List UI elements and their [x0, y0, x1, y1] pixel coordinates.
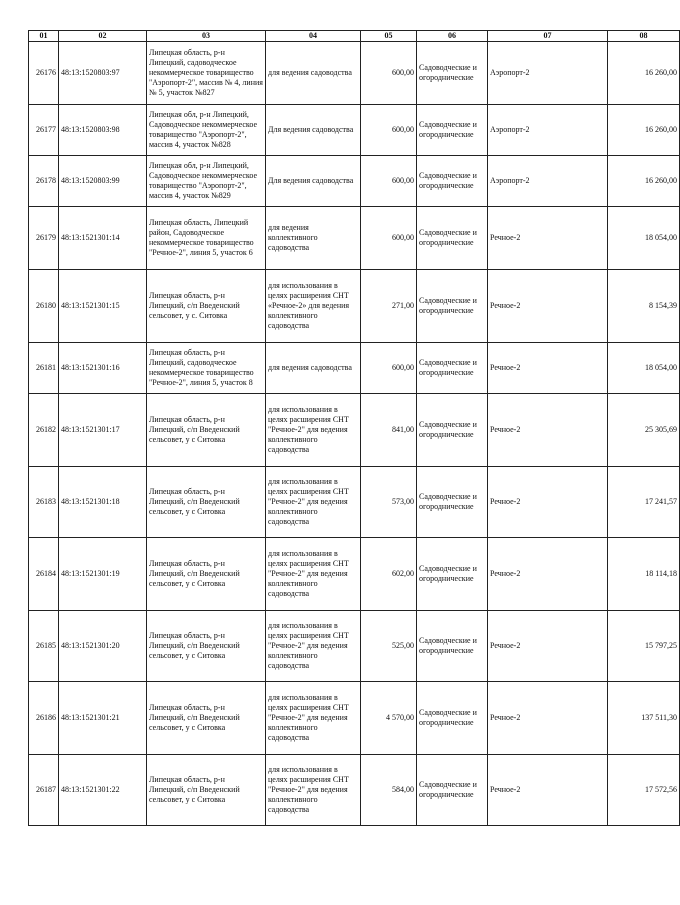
cell-category — [417, 611, 488, 682]
cell-cadastral-number — [59, 467, 147, 538]
cell-cadastral-number — [59, 682, 147, 755]
cell-area — [361, 270, 417, 343]
cell-area — [361, 755, 417, 826]
cell-cadastral-value-text: 8 154,39 — [649, 301, 677, 310]
cell-cadastral-value — [608, 682, 680, 755]
cell-area — [361, 467, 417, 538]
cell-cadastral-value-text: 25 305,69 — [645, 425, 677, 434]
cell-area-text: 841,00 — [392, 425, 414, 434]
cell-address — [147, 755, 266, 826]
cell-permitted-use-text: для использования в целях расширения СНТ «Речное-2» для ведения коллективного садоводства — [268, 281, 350, 330]
cell-cadastral-number-text: 48:13:1521301:15 — [61, 301, 120, 310]
cell-address — [147, 682, 266, 755]
cell-zone-text: Аэропорт-2 — [490, 68, 530, 77]
cell-zone-text: Аэропорт-2 — [490, 125, 530, 134]
cell-category-text: Садоводческие и огороднические — [419, 296, 477, 315]
cell-zone — [488, 394, 608, 467]
cell-category — [417, 467, 488, 538]
land-register-table — [28, 30, 680, 826]
cell-zone-text: Речное-2 — [490, 713, 521, 722]
cell-record-number-text: 26176 — [36, 68, 56, 77]
cell-permitted-use-text: для использования в целях расширения СНТ "Речное-2" для ведения коллективного садоводства — [268, 765, 349, 814]
cell-zone-text: Речное-2 — [490, 785, 521, 794]
cell-address-text: Липецкая область, р-н Липецкий, с/п Введенский сельсовет, у с Ситовка — [149, 775, 240, 804]
table-row — [29, 394, 680, 467]
cell-area — [361, 343, 417, 394]
cell-address-text: Липецкая область, Липецкий район, Садоводческое некоммерческое товарищество "Речное-2", линия 5, участок 6 — [149, 218, 254, 257]
cell-address — [147, 105, 266, 156]
cell-cadastral-number-text: 48:13:1521301:19 — [61, 569, 120, 578]
cell-record-number-text: 26183 — [36, 497, 56, 506]
cell-area — [361, 394, 417, 467]
cell-category-text: Садоводческие и огороднические — [419, 120, 477, 139]
cell-permitted-use — [266, 42, 361, 105]
cell-permitted-use — [266, 105, 361, 156]
cell-cadastral-value-text: 18 054,00 — [645, 233, 677, 242]
cell-permitted-use — [266, 755, 361, 826]
col-header-02: 02 — [59, 31, 147, 42]
cell-category — [417, 105, 488, 156]
cell-area — [361, 105, 417, 156]
cell-address-text: Липецкая область, р-н Липецкий, с/п Введенский сельсовет, у с Ситовка — [149, 631, 240, 660]
cell-record-number-text: 26185 — [36, 641, 56, 650]
cell-cadastral-value — [608, 207, 680, 270]
cell-zone — [488, 538, 608, 611]
cell-category-text: Садоводческие и огороднические — [419, 228, 477, 247]
cell-cadastral-number — [59, 394, 147, 467]
cell-permitted-use-text: для ведения садоводства — [268, 363, 352, 372]
cell-permitted-use-text: для использования в целях расширения СНТ "Речное-2" для ведения коллективного садоводства — [268, 621, 349, 670]
cell-record-number — [29, 42, 59, 105]
table-row — [29, 755, 680, 826]
cell-cadastral-number-text: 48:13:1520803:98 — [61, 125, 120, 134]
cell-address — [147, 611, 266, 682]
cell-address — [147, 467, 266, 538]
table-row — [29, 42, 680, 105]
cell-zone — [488, 42, 608, 105]
cell-zone — [488, 682, 608, 755]
cell-permitted-use-text: для использования в целях расширения СНТ "Речное-2" для ведения коллективного садоводства — [268, 549, 349, 598]
table-row — [29, 467, 680, 538]
cell-area — [361, 207, 417, 270]
cell-address-text: Липецкая область, р-н Липецкий, с/п Введенский сельсовет, у с Ситовка — [149, 487, 240, 516]
cell-area — [361, 538, 417, 611]
cell-permitted-use-text: для ведения садоводства — [268, 68, 352, 77]
cell-area-text: 600,00 — [392, 363, 414, 372]
cell-category — [417, 394, 488, 467]
cell-zone-text: Речное-2 — [490, 641, 521, 650]
cell-permitted-use — [266, 207, 361, 270]
cell-record-number-text: 26182 — [36, 425, 56, 434]
cell-cadastral-number — [59, 156, 147, 207]
cell-category — [417, 682, 488, 755]
cell-category — [417, 42, 488, 105]
cell-address-text: Липецкая область, р-н Липецкий, садоводческое некоммерческое товарищество "Аэропорт-2", массив № 4, линия № 5, участок №827 — [149, 48, 263, 97]
cell-zone-text: Речное-2 — [490, 233, 521, 242]
cell-area — [361, 42, 417, 105]
cell-cadastral-number-text: 48:13:1521301:22 — [61, 785, 120, 794]
cell-area-text: 271,00 — [392, 301, 414, 310]
cell-cadastral-value — [608, 755, 680, 826]
table-row — [29, 611, 680, 682]
cell-permitted-use-text: для ведения коллективного садоводства — [268, 223, 318, 252]
cell-permitted-use — [266, 343, 361, 394]
cell-address-text: Липецкая область, р-н Липецкий, с/п Введенский сельсовет, у с Ситовка — [149, 703, 240, 732]
cell-zone — [488, 156, 608, 207]
cell-zone — [488, 343, 608, 394]
cell-area-text: 4 570,00 — [386, 713, 414, 722]
cell-zone — [488, 467, 608, 538]
cell-permitted-use-text: Для ведения садоводства — [268, 176, 354, 185]
cell-record-number-text: 26186 — [36, 713, 56, 722]
cell-cadastral-value-text: 16 260,00 — [645, 68, 677, 77]
cell-zone-text: Речное-2 — [490, 497, 521, 506]
cell-zone-text: Аэропорт-2 — [490, 176, 530, 185]
table-row — [29, 270, 680, 343]
cell-permitted-use-text: для использования в целях расширения СНТ "Речное-2" для ведения коллективного садоводства — [268, 693, 349, 742]
cell-category-text: Садоводческие и огороднические — [419, 420, 477, 439]
cell-permitted-use — [266, 467, 361, 538]
cell-zone — [488, 611, 608, 682]
cell-category-text: Садоводческие и огороднические — [419, 780, 477, 799]
table-row — [29, 156, 680, 207]
cell-cadastral-number — [59, 755, 147, 826]
cell-category-text: Садоводческие и огороднические — [419, 171, 477, 190]
cell-area-text: 602,00 — [392, 569, 414, 578]
cell-record-number-text: 26179 — [36, 233, 56, 242]
cell-record-number — [29, 755, 59, 826]
cell-address — [147, 42, 266, 105]
cell-permitted-use-text: Для ведения садоводства — [268, 125, 354, 134]
cell-category — [417, 538, 488, 611]
header-row — [29, 31, 680, 42]
cell-zone — [488, 270, 608, 343]
cell-area-text: 525,00 — [392, 641, 414, 650]
cell-cadastral-value-text: 16 260,00 — [645, 176, 677, 185]
cell-cadastral-number — [59, 105, 147, 156]
cell-record-number — [29, 207, 59, 270]
table-row — [29, 207, 680, 270]
cell-category-text: Садоводческие и огороднические — [419, 358, 477, 377]
cell-record-number — [29, 538, 59, 611]
cell-zone — [488, 207, 608, 270]
cell-address — [147, 394, 266, 467]
col-header-07: 07 — [488, 31, 608, 42]
cell-record-number-text: 26178 — [36, 176, 56, 185]
cell-address-text: Липецкая область, р-н Липецкий, с/п Введенский сельсовет, у с Ситовка — [149, 415, 240, 444]
cell-area-text: 600,00 — [392, 68, 414, 77]
cell-zone-text: Речное-2 — [490, 301, 521, 310]
table-row — [29, 538, 680, 611]
cell-area-text: 584,00 — [392, 785, 414, 794]
cell-cadastral-number — [59, 343, 147, 394]
cell-cadastral-number — [59, 207, 147, 270]
cell-cadastral-number — [59, 611, 147, 682]
cell-record-number-text: 26187 — [36, 785, 56, 794]
cell-category — [417, 755, 488, 826]
cell-record-number-text: 26181 — [36, 363, 56, 372]
cell-record-number — [29, 156, 59, 207]
col-header-05: 05 — [361, 31, 417, 42]
table-row — [29, 343, 680, 394]
cell-record-number — [29, 682, 59, 755]
cell-record-number — [29, 105, 59, 156]
cell-address-text: Липецкая область, р-н Липецкий, с/п Введенский сельсовет, у с. Ситовка — [149, 291, 240, 320]
cell-category-text: Садоводческие и огороднические — [419, 636, 477, 655]
cell-permitted-use — [266, 270, 361, 343]
cell-area-text: 600,00 — [392, 233, 414, 242]
cell-cadastral-number-text: 48:13:1520803:99 — [61, 176, 120, 185]
cell-category — [417, 270, 488, 343]
cell-cadastral-value — [608, 105, 680, 156]
cell-zone-text: Речное-2 — [490, 425, 521, 434]
cell-record-number-text: 26177 — [36, 125, 56, 134]
cell-cadastral-value — [608, 611, 680, 682]
cell-record-number-text: 26180 — [36, 301, 56, 310]
cell-cadastral-number-text: 48:13:1521301:18 — [61, 497, 120, 506]
cell-permitted-use-text: для использования в целях расширения СНТ "Речное-2" для ведения коллективного садоводства — [268, 477, 349, 526]
table-row — [29, 682, 680, 755]
cell-cadastral-number — [59, 270, 147, 343]
cell-zone — [488, 755, 608, 826]
cell-cadastral-value-text: 18 054,00 — [645, 363, 677, 372]
cell-address — [147, 343, 266, 394]
cell-record-number — [29, 467, 59, 538]
cell-cadastral-number — [59, 42, 147, 105]
cell-cadastral-value-text: 18 114,18 — [645, 569, 677, 578]
cell-address-text: Липецкая область, р-н Липецкий, с/п Введенский сельсовет, у с Ситовка — [149, 559, 240, 588]
cell-cadastral-value-text: 16 260,00 — [645, 125, 677, 134]
cell-cadastral-number-text: 48:13:1521301:17 — [61, 425, 120, 434]
cell-cadastral-value-text: 15 797,25 — [645, 641, 677, 650]
cell-category — [417, 156, 488, 207]
cell-cadastral-value — [608, 394, 680, 467]
col-header-06: 06 — [417, 31, 488, 42]
cell-category — [417, 207, 488, 270]
cell-category-text: Садоводческие и огороднические — [419, 708, 477, 727]
cell-permitted-use — [266, 538, 361, 611]
cell-cadastral-number-text: 48:13:1521301:20 — [61, 641, 120, 650]
cell-cadastral-number-text: 48:13:1521301:16 — [61, 363, 120, 372]
cell-area-text: 600,00 — [392, 176, 414, 185]
col-header-03: 03 — [147, 31, 266, 42]
cell-record-number — [29, 270, 59, 343]
cell-cadastral-value — [608, 343, 680, 394]
cell-address — [147, 270, 266, 343]
cell-address — [147, 538, 266, 611]
cell-cadastral-value — [608, 467, 680, 538]
cell-cadastral-value-text: 17 241,57 — [645, 497, 677, 506]
cell-category-text: Садоводческие и огороднические — [419, 564, 477, 583]
cell-address — [147, 207, 266, 270]
cell-zone — [488, 105, 608, 156]
cell-cadastral-value — [608, 270, 680, 343]
cell-address-text: Липецкая обл, р-н Липецкий, Садоводческое некоммерческое товарищество "Аэропорт-2", массив 4, участок №829 — [149, 161, 258, 200]
col-header-04: 04 — [266, 31, 361, 42]
cell-zone-text: Речное-2 — [490, 363, 521, 372]
cell-area-text: 573,00 — [392, 497, 414, 506]
cell-category — [417, 343, 488, 394]
cell-cadastral-value-text: 17 572,56 — [645, 785, 677, 794]
cell-cadastral-value — [608, 538, 680, 611]
col-header-08: 08 — [608, 31, 680, 42]
cell-category-text: Садоводческие и огороднические — [419, 63, 477, 82]
cell-cadastral-number — [59, 538, 147, 611]
cell-permitted-use — [266, 156, 361, 207]
cell-address-text: Липецкая обл, р-н Липецкий, Садоводческое некоммерческое товарищество "Аэропорт-2", массив 4, участок №828 — [149, 110, 258, 149]
cell-address — [147, 156, 266, 207]
cell-cadastral-value-text: 137 511,30 — [641, 713, 677, 722]
cell-permitted-use — [266, 394, 361, 467]
cell-zone-text: Речное-2 — [490, 569, 521, 578]
cell-area — [361, 156, 417, 207]
cell-cadastral-number-text: 48:13:1520803:97 — [61, 68, 120, 77]
cell-record-number-text: 26184 — [36, 569, 56, 578]
cell-address-text: Липецкая область, р-н Липецкий, садоводческое некоммерческое товарищество "Речное-2", линия 5, участок 8 — [149, 348, 254, 387]
cell-cadastral-number-text: 48:13:1521301:14 — [61, 233, 120, 242]
cell-record-number — [29, 394, 59, 467]
cell-area — [361, 682, 417, 755]
cell-permitted-use — [266, 611, 361, 682]
cell-permitted-use — [266, 682, 361, 755]
table-row — [29, 105, 680, 156]
col-header-01: 01 — [29, 31, 59, 42]
cell-record-number — [29, 343, 59, 394]
cell-area — [361, 611, 417, 682]
cell-cadastral-value — [608, 156, 680, 207]
cell-cadastral-value — [608, 42, 680, 105]
cell-category-text: Садоводческие и огороднические — [419, 492, 477, 511]
cell-area-text: 600,00 — [392, 125, 414, 134]
cell-cadastral-number-text: 48:13:1521301:21 — [61, 713, 120, 722]
cell-permitted-use-text: для использования в целях расширения СНТ "Речное-2" для ведения коллективного садоводства — [268, 405, 349, 454]
cell-record-number — [29, 611, 59, 682]
